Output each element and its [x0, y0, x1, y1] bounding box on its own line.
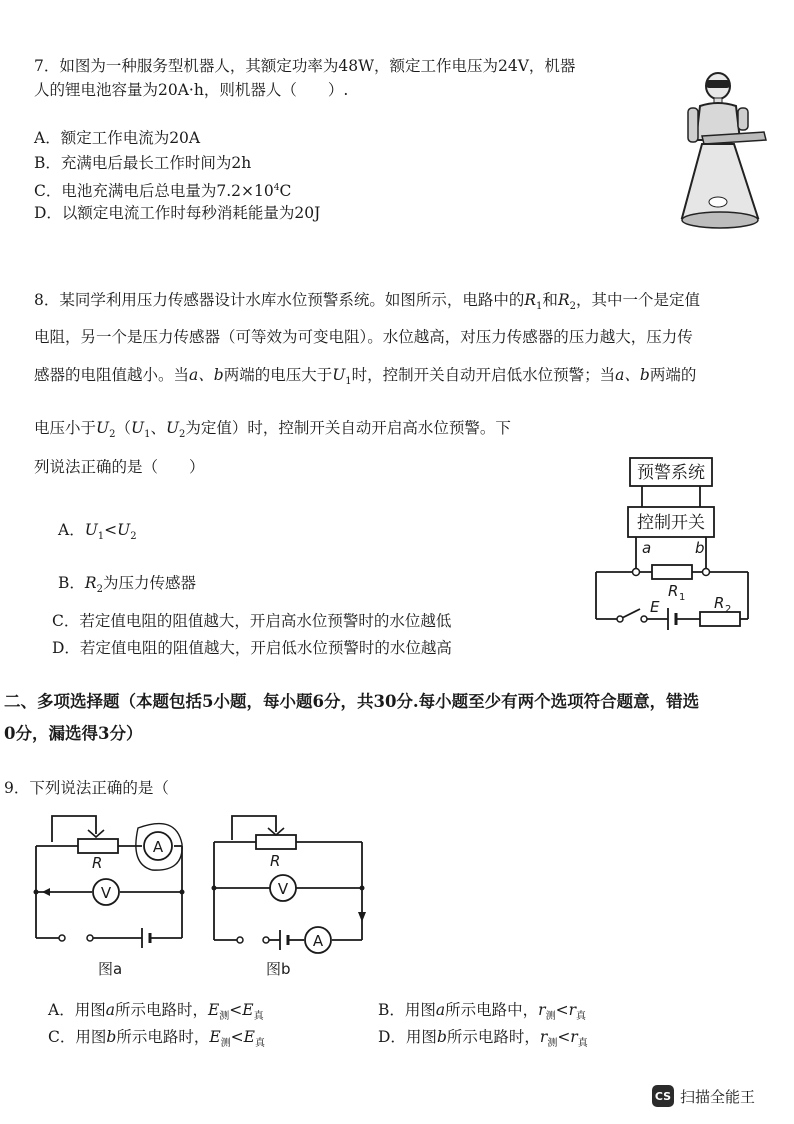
q8-option-d: D．若定值电阻的阻值越大，开启低水位预警时的水位越高	[52, 639, 452, 657]
q8-line5: 列说法正确的是（ ）	[34, 458, 205, 476]
fig-b-caption: 图b	[266, 960, 291, 978]
q8-line1-and: 和	[542, 291, 558, 309]
q8-line4-u2b: U	[165, 419, 180, 437]
q9-option-a-text: 所示电路时，	[114, 1001, 208, 1019]
camscanner-watermark-text: 扫描全能王	[680, 1088, 756, 1106]
q8-line3-ab2: a、b	[615, 366, 650, 384]
r1-label: R	[668, 582, 679, 600]
fig-a-caption: 图a	[98, 960, 123, 978]
warning-system-label: 预警系统	[637, 463, 705, 483]
q8-option-a	[58, 520, 137, 547]
q9-option-b-tail: 真	[575, 1011, 586, 1023]
q9-option-b-sub: 测	[545, 1011, 556, 1023]
q8-line1	[34, 290, 700, 317]
q8-line1-a: 8．某同学利用压力传感器设计水库水位预警系统。如图所示，电路中的	[34, 291, 525, 309]
q9-option-c-text: 所示电路时，	[116, 1028, 210, 1046]
q9-stem: 9．下列说法正确的是（	[4, 779, 169, 797]
q7-option-c-exp: 4	[273, 183, 280, 193]
q8-line1-r2-sub: 2	[569, 301, 576, 313]
q9-option-d-r: r	[539, 1028, 548, 1046]
q8-option-a-lt: <	[104, 521, 118, 539]
emf-label: E	[650, 598, 660, 616]
q7-option-c-text: C．电池充满电后总电量为7.2×10	[34, 182, 274, 201]
r2-label: R	[714, 594, 725, 612]
q9-option-b-label: B．用图	[378, 1001, 436, 1019]
q9-option-c-fig: b	[106, 1028, 117, 1046]
q9-option-a-tail: 真	[253, 1011, 264, 1023]
q8-line4-u2b-sub: 2	[179, 429, 186, 441]
q8-line3-c: 时，控制开关自动开启低水位预警；当	[351, 366, 616, 384]
fig-a-r-label: R	[92, 854, 103, 872]
q8-line4-c: 为定值）时，控制开关自动开启高水位预警。下	[185, 419, 511, 437]
q7-line1: 7．如图为一种服务型机器人，其额定功率为48W，额定工作电压为24V，机器	[34, 57, 576, 75]
q9-option-d-tail: 真	[577, 1038, 588, 1050]
q8-line4	[34, 418, 511, 445]
q9-option-c-sub: 测	[220, 1038, 231, 1050]
q8-option-b	[58, 573, 196, 600]
q8-option-b-r2: R	[84, 574, 97, 592]
q8-option-a-label: A．	[58, 521, 85, 539]
q8-line3-a: 感器的电阻值越小。当	[34, 366, 190, 384]
q9-option-b-text: 所示电路中，	[445, 1001, 539, 1019]
q9-option-d	[378, 1027, 588, 1054]
q9-option-c	[48, 1027, 265, 1054]
terminal-b-label: b	[695, 539, 705, 557]
q9-option-d-sub: 测	[547, 1038, 558, 1050]
q8-line3	[34, 365, 696, 392]
q8-option-b-r2-sub: 2	[96, 584, 103, 596]
q8-option-a-u1: U	[84, 521, 98, 539]
q8-line4-u1b-sub: 1	[144, 429, 151, 441]
q8-line4-u1b: U	[130, 419, 145, 437]
q8-line4-u2: U	[96, 419, 110, 437]
q9-option-a-label: A．用图	[48, 1001, 106, 1019]
q9-option-d-text: 所示电路时，	[446, 1028, 540, 1046]
fig-a-ammeter-label: A	[152, 838, 164, 856]
q9-option-d-fig: b	[436, 1028, 447, 1046]
r2-resistor	[700, 612, 740, 626]
q8-line3-d: 两端的	[649, 366, 697, 384]
control-switch-label: 控制开关	[637, 513, 705, 533]
q9-option-d-label: D．用图	[378, 1028, 437, 1046]
q8-option-a-u2: U	[117, 521, 131, 539]
section2-line2: 0分，漏选得3分）	[4, 724, 143, 743]
q9-figure-a	[26, 806, 191, 981]
q8-line4-u2-sub: 2	[109, 429, 116, 441]
q8-option-a-u1-sub: 1	[97, 531, 105, 543]
q7-line2: 人的锂电池容量为20A·h，则机器人（ ）.	[34, 81, 349, 99]
q7-option-c	[34, 178, 291, 201]
q8-line3-u1: U	[332, 366, 346, 384]
q9-option-c-label: C．用图	[48, 1028, 107, 1046]
q9-option-a-e: E	[207, 1001, 220, 1019]
q8-line1-r2: R	[557, 291, 570, 309]
q8-option-a-u2-sub: 2	[130, 531, 137, 543]
q9-option-d-lt: <r	[557, 1028, 578, 1046]
q9-option-a	[48, 1000, 264, 1027]
r1-sub: 1	[679, 592, 686, 603]
q8-line4-a: 电压小于	[34, 419, 97, 437]
r1-resistor	[652, 565, 692, 579]
q7-option-d: D．以额定电流工作时每秒消耗能量为20J	[34, 204, 321, 222]
q9-option-a-lt: <E	[229, 1001, 254, 1019]
fig-b-r-label: R	[270, 852, 281, 870]
q8-option-b-label: B．	[58, 574, 85, 592]
q9-option-a-fig: a	[105, 1001, 115, 1019]
q8-option-c: C．若定值电阻的阻值越大，开启高水位预警时的水位越低	[52, 612, 452, 630]
terminal-a-label: a	[642, 539, 652, 557]
q7-option-b: B．充满电后最长工作时间为2h	[34, 154, 252, 172]
q7-option-c-unit: C	[279, 182, 292, 201]
q9-option-b-r: r	[538, 1001, 546, 1019]
fig-a-rheostat	[78, 839, 118, 853]
fig-a-voltmeter-label: V	[100, 884, 112, 902]
q9-figure-b	[200, 806, 380, 981]
q8-line4-sep: 、	[150, 419, 166, 437]
fig-b-ammeter-label: A	[312, 932, 324, 950]
q9-option-c-e: E	[209, 1028, 221, 1046]
q8-line1-r1-sub: 1	[536, 301, 543, 313]
q8-line1-b: ，其中一个是定值	[575, 291, 700, 309]
q8-line3-b: 两端的电压大于	[223, 366, 333, 384]
q9-option-b-fig: a	[435, 1001, 446, 1019]
fig-b-voltmeter-label: V	[277, 880, 289, 898]
q8-line1-r1: R	[524, 291, 537, 309]
q7-option-a: A．额定工作电流为20A	[34, 129, 201, 147]
q8-circuit-diagram	[590, 452, 760, 637]
q8-line3-ab: a、b	[189, 366, 224, 384]
q8-option-b-text: 为压力传感器	[102, 574, 196, 592]
q8-line4-paren: （	[115, 419, 131, 437]
q9-option-b	[378, 1000, 586, 1027]
q9-option-a-sub: 测	[219, 1011, 230, 1023]
fig-b-rheostat	[256, 835, 296, 849]
r2-sub: 2	[725, 604, 732, 615]
section2-line1: 二、多项选择题（本题包括5小题，每小题6分，共30分.每小题至少有两个选项符合题意，错选	[4, 692, 700, 711]
q8-line2: 电阻，另一个是压力传感器（可等效为可变电阻）。水位越高，对压力传感器的压力越大，压力传	[34, 328, 693, 346]
q9-option-b-lt: <r	[555, 1001, 576, 1019]
camscanner-logo-icon: CS	[652, 1085, 674, 1107]
q9-option-c-tail: 真	[254, 1038, 265, 1050]
q8-line3-u1-sub: 1	[345, 376, 352, 388]
robot-illustration	[680, 70, 775, 235]
q9-option-c-lt: <E	[230, 1028, 255, 1046]
